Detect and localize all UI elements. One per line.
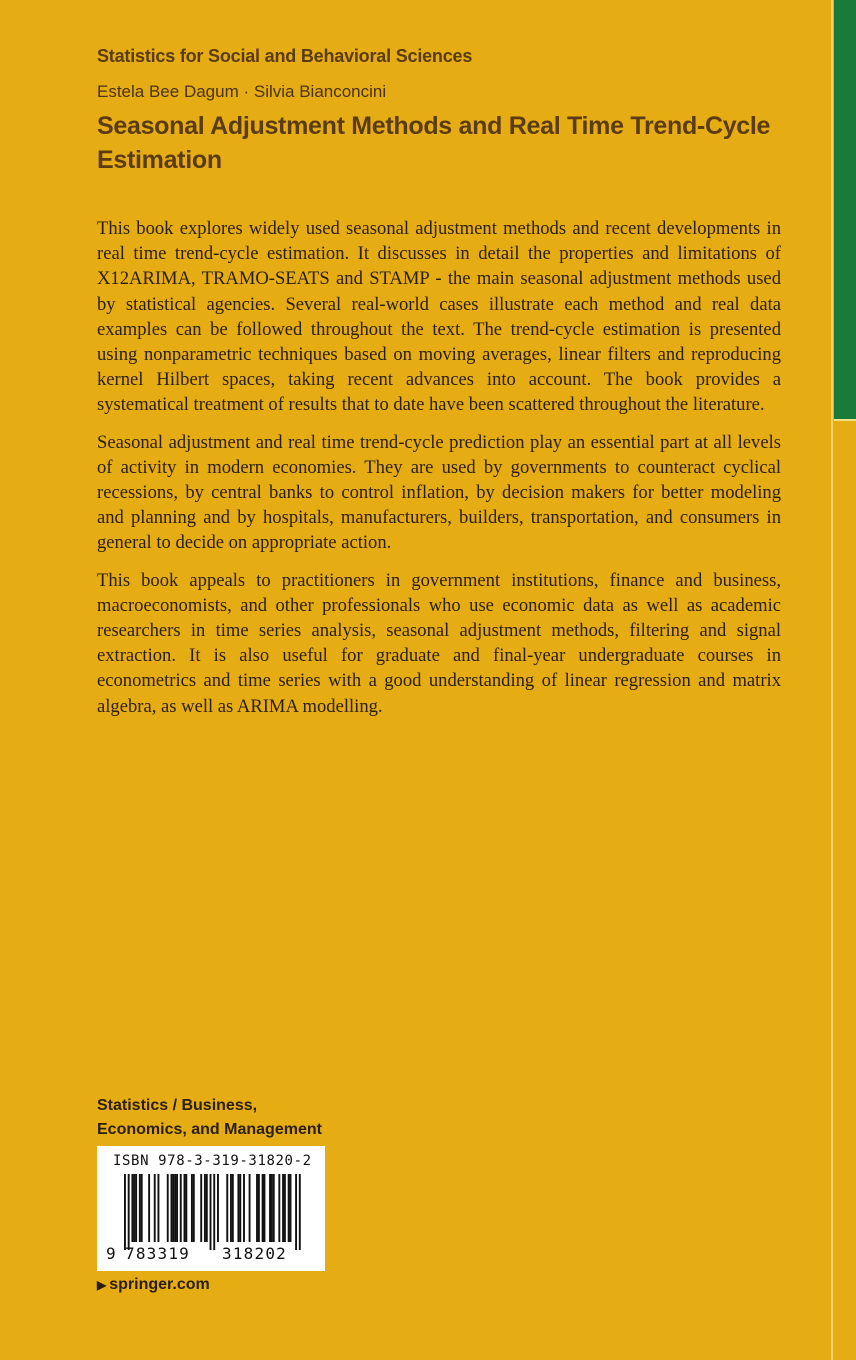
barcode-bar bbox=[133, 1174, 135, 1242]
authors: Estela Bee Dagum · Silvia Bianconcini bbox=[97, 82, 387, 101]
isbn-text: ISBN 978-3-319-31820-2 bbox=[113, 1153, 312, 1169]
barcode-bar bbox=[262, 1174, 264, 1242]
subject-category bbox=[97, 1094, 322, 1142]
barcode-bar bbox=[193, 1174, 195, 1242]
barcode-bar bbox=[128, 1174, 130, 1250]
barcode-bar bbox=[264, 1174, 266, 1242]
barcode-bar bbox=[230, 1174, 232, 1242]
ean-first-digit: 9 bbox=[106, 1244, 116, 1263]
barcode-bar bbox=[243, 1174, 245, 1242]
barcode-bar bbox=[290, 1174, 292, 1242]
barcode-bar bbox=[269, 1174, 271, 1242]
book-title bbox=[97, 109, 797, 177]
barcode-bar bbox=[135, 1174, 137, 1242]
blurb bbox=[97, 216, 781, 731]
barcode-bar bbox=[237, 1174, 239, 1242]
barcode-bar bbox=[299, 1174, 301, 1250]
category-line-1: Statistics / Business, bbox=[97, 1097, 258, 1114]
barcode-bar bbox=[232, 1174, 234, 1242]
barcode-bar bbox=[249, 1174, 251, 1242]
barcode-bar bbox=[258, 1174, 260, 1242]
book-title-line-1: Seasonal Adjustment Methods and Real Time Trend-Cycle bbox=[97, 112, 771, 140]
barcode-bar bbox=[154, 1174, 156, 1242]
barcode-bar bbox=[288, 1174, 290, 1242]
barcode-bar bbox=[141, 1174, 143, 1242]
barcode-bar bbox=[172, 1174, 174, 1242]
barcode-bar bbox=[184, 1174, 186, 1242]
arrow-right-icon: ▶ bbox=[97, 1278, 107, 1292]
barcode-bar bbox=[131, 1174, 133, 1242]
isbn-barcode bbox=[97, 1146, 325, 1271]
barcode-bar bbox=[210, 1174, 212, 1250]
barcode-bar bbox=[174, 1174, 176, 1242]
website-text: springer.com bbox=[109, 1276, 210, 1293]
book-title-line-2: Estimation bbox=[97, 146, 222, 174]
barcode-bar bbox=[185, 1174, 187, 1242]
ean-right-digits: 318202 bbox=[222, 1244, 287, 1263]
series-title: Statistics for Social and Behavioral Sciences bbox=[97, 46, 473, 66]
barcode-bar bbox=[171, 1174, 173, 1242]
barcode-bar bbox=[206, 1174, 208, 1242]
barcode-bar bbox=[256, 1174, 258, 1242]
barcode-bar bbox=[271, 1174, 273, 1242]
barcode-bar bbox=[148, 1174, 150, 1242]
barcode-bar bbox=[282, 1174, 284, 1242]
barcode-bar bbox=[200, 1174, 202, 1242]
category-line-2: Economics, and Management bbox=[97, 1121, 322, 1138]
blurb-paragraph: Seasonal adjustment and real time trend-cycle prediction play an essential part at all levels of activity in modern economies. They are used by governments to counteract cyclical recessions, by central banks to control inflation, by decision makers for better modeling and planning and by hospitals, manufacturers, builders, transportation, and consumers in general to decide on appropriate action. bbox=[97, 431, 781, 554]
barcode-bar bbox=[284, 1174, 286, 1242]
barcode-bar bbox=[191, 1174, 193, 1242]
barcode-bar bbox=[204, 1174, 206, 1242]
barcode-bar bbox=[124, 1174, 126, 1250]
ean-digits bbox=[97, 1244, 325, 1266]
barcode-bar bbox=[239, 1174, 241, 1242]
spine-green-band bbox=[834, 0, 856, 419]
barcode-bar bbox=[217, 1174, 219, 1242]
barcode-bar bbox=[226, 1174, 228, 1242]
barcode-bar bbox=[213, 1174, 215, 1250]
barcode-bar bbox=[139, 1174, 141, 1242]
blurb-paragraph: This book appeals to practitioners in government institutions, finance and business, macroeconomists, and other professionals who use economic data as well as academic researchers in time series analysis, seasonal adjustment methods, filtering and signal extraction. It is also useful for graduate and final-year undergraduate courses in econometrics and time series with a good understanding of linear regression and matrix algebra, as well as ARIMA modelling. bbox=[97, 569, 781, 717]
publisher-website[interactable] bbox=[97, 1276, 210, 1294]
barcode-bar bbox=[295, 1174, 297, 1250]
barcode-bar bbox=[167, 1174, 169, 1242]
blurb-paragraph: This book explores widely used seasonal adjustment methods and recent developments in real time trend-cycle estimation. It discusses in detail the properties and limitations of X12ARIMA, TRAMO-SEATS and STAMP - the main seasonal adjustment methods used by statistical agencies. Several real-world cases illustrate each method and real data examples can be followed throughout the text. The trend-cycle estimation is presented using nonparametric techniques based on moving averages, linear filters and reproducing kernel Hilbert spaces, taking recent advances into account. The book provides a systematical treatment of results that to date have been scattered throughout the literature. bbox=[97, 218, 781, 416]
barcode-bar bbox=[273, 1174, 275, 1242]
barcode-bar bbox=[180, 1174, 182, 1242]
ean-left-digits: 783319 bbox=[125, 1244, 190, 1263]
barcode-bar bbox=[176, 1174, 178, 1242]
barcode-bar bbox=[157, 1174, 159, 1242]
spine-edge-line bbox=[831, 0, 833, 1360]
barcode-bar bbox=[278, 1174, 280, 1242]
spine-yellow-band bbox=[834, 421, 856, 1360]
